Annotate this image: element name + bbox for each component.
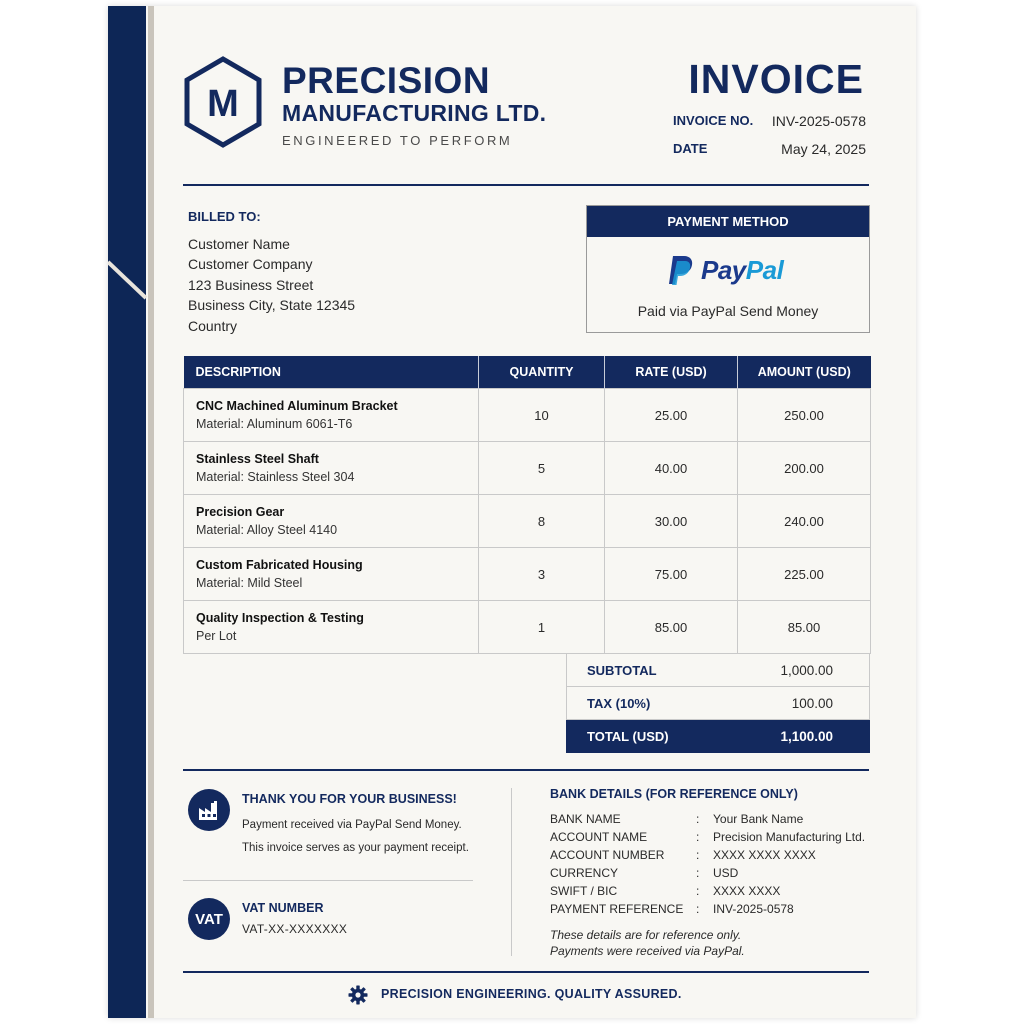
subtotal-label: SUBTOTAL [587,663,657,678]
item-material: Material: Mild Steel [196,576,303,590]
bank-colon: : [696,866,700,880]
left-grey-stripe [148,6,154,1018]
vat-badge: VAT [188,898,230,940]
footer-bottom-divider [183,971,869,973]
item-material: Per Lot [196,629,237,643]
total-label: TOTAL (USD) [587,729,669,744]
item-amount: 85.00 [738,601,871,654]
bank-value: XXXX XXXX XXXX [713,848,816,862]
paypal-word-pay: Pay [701,254,746,285]
footer-slogan: PRECISION ENGINEERING. QUALITY ASSURED. [381,987,682,1001]
bank-value: XXXX XXXX [713,884,781,898]
item-rate: 25.00 [605,389,738,442]
bank-value: USD [713,866,739,880]
billed-to-line: Customer Name [188,236,290,252]
company-tagline: ENGINEERED TO PERFORM [282,133,513,148]
subtotal-row [566,654,870,687]
totals-block [566,654,870,753]
column-header-amount: AMOUNT (USD) [738,356,871,389]
item-name: Custom Fabricated Housing [196,558,363,572]
bank-value: INV-2025-0578 [713,902,794,916]
bank-label: BANK NAME [550,812,621,826]
bank-value: Your Bank Name [713,812,804,826]
header-divider [183,184,869,186]
company-name-line1: PRECISION [282,60,491,101]
bank-label: SWIFT / BIC [550,884,618,898]
section-divider [183,880,473,881]
item-quantity: 10 [479,389,605,442]
billed-to-line: 123 Business Street [188,277,314,293]
bank-colon: : [696,812,700,826]
vat-number: VAT-XX-XXXXXXX [242,922,348,936]
factory-icon [188,789,230,831]
table-row [184,495,871,548]
item-rate: 85.00 [605,601,738,654]
item-amount: 225.00 [738,548,871,601]
line-items-table [183,356,871,654]
bank-colon: : [696,830,700,844]
item-quantity: 1 [479,601,605,654]
bank-colon: : [696,902,700,916]
billed-to-line: Customer Company [188,256,313,272]
item-name: CNC Machined Aluminum Bracket [196,399,398,413]
item-material: Material: Aluminum 6061-T6 [196,417,353,431]
billed-to-line: Country [188,318,238,334]
payment-method-title: PAYMENT METHOD [587,206,869,237]
column-header-rate: RATE (USD) [605,356,738,389]
table-row [184,442,871,495]
item-quantity: 8 [479,495,605,548]
bank-note: These details are for reference only. [550,928,742,942]
item-name: Precision Gear [196,505,285,519]
bank-details-title: BANK DETAILS (FOR REFERENCE ONLY) [550,787,798,801]
company-name-line2: MANUFACTURING LTD. [282,100,547,126]
billed-to-line: Business City, State 12345 [188,297,356,313]
column-header-description: DESCRIPTION [184,356,479,389]
item-rate: 30.00 [605,495,738,548]
footer-top-divider [183,769,869,771]
invoice-title: INVOICE [688,56,864,102]
table-header-row [184,356,871,389]
tax-row [566,687,870,720]
item-rate: 75.00 [605,548,738,601]
footer-vertical-divider [511,788,512,956]
payment-method-box [586,205,870,333]
bank-colon: : [696,848,700,862]
hexagon-m-logo-icon [183,56,263,148]
total-value: 1,100.00 [780,729,833,744]
column-header-quantity: QUANTITY [479,356,605,389]
invoice-number-label: INVOICE NO. [673,113,754,128]
vat-title: VAT NUMBER [242,901,324,915]
tax-value: 100.00 [791,696,833,711]
table-row [184,601,871,654]
invoice-page [108,6,916,1018]
item-name: Quality Inspection & Testing [196,611,364,625]
table-row [184,389,871,442]
bank-colon: : [696,884,700,898]
table-row [184,548,871,601]
item-quantity: 5 [479,442,605,495]
item-amount: 200.00 [738,442,871,495]
left-blue-stripe [108,6,146,1018]
item-rate: 40.00 [605,442,738,495]
thank-you-title: THANK YOU FOR YOUR BUSINESS! [242,792,457,806]
item-material: Material: Stainless Steel 304 [196,470,355,484]
bank-label: CURRENCY [550,866,619,880]
logo-letter: M [207,83,239,125]
thank-you-line: Payment received via PayPal Send Money. [242,819,462,831]
item-material: Material: Alloy Steel 4140 [196,523,338,537]
item-quantity: 3 [479,548,605,601]
tax-label: TAX (10%) [587,696,651,711]
subtotal-value: 1,000.00 [780,663,833,678]
invoice-date: May 24, 2025 [781,141,866,157]
paypal-logo [667,254,783,286]
bank-label: ACCOUNT NUMBER [550,848,665,862]
stripe-diagonal-accent [108,246,148,306]
bank-value: Precision Manufacturing Ltd. [713,830,866,844]
item-name: Stainless Steel Shaft [196,452,319,466]
paypal-p-icon [667,254,695,286]
total-row [566,720,870,753]
thank-you-line: This invoice serves as your payment receipt. [242,842,469,854]
invoice-number: INV-2025-0578 [771,113,866,129]
item-amount: 240.00 [738,495,871,548]
payment-method-note: Paid via PayPal Send Money [637,303,819,319]
invoice-date-label: DATE [673,141,708,156]
bank-label: PAYMENT REFERENCE [550,902,684,916]
paypal-word-pal: Pal [745,254,784,285]
bank-note: Payments were received via PayPal. [550,944,745,958]
gear-icon [348,985,368,1005]
bank-label: ACCOUNT NAME [550,830,648,844]
item-amount: 250.00 [738,389,871,442]
billed-to-title: BILLED TO: [188,209,261,224]
